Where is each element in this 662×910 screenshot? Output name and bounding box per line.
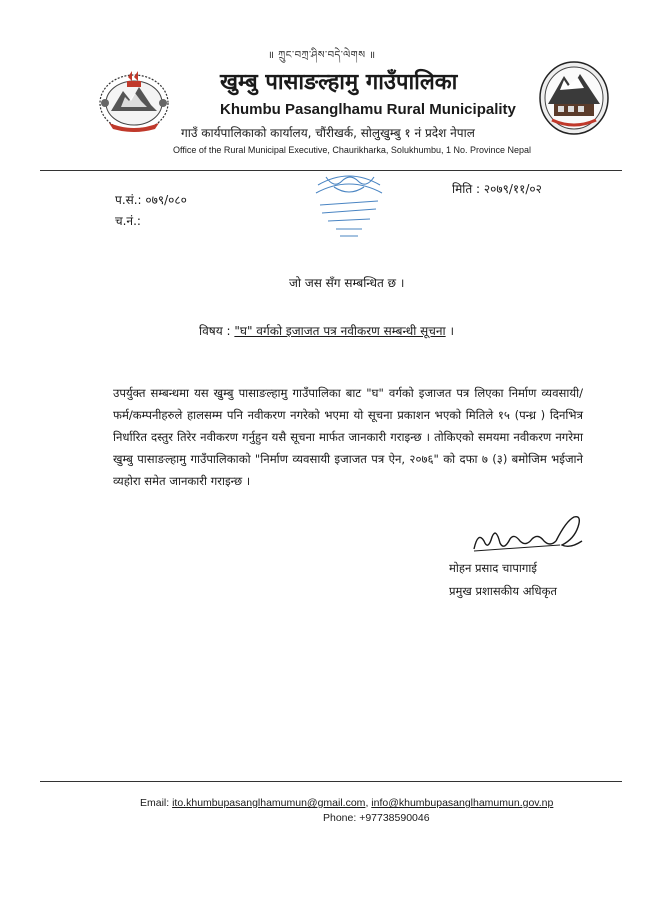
footer-phone: Phone: +97738590046 xyxy=(323,812,430,824)
letterhead-motto: ॥ ཀྲུང་བཀྲ་ཤིས་བདེ་ལེགས ॥ xyxy=(268,50,376,61)
subject-line xyxy=(199,322,454,339)
municipality-name-english: Khumbu Pasanglhamu Rural Municipality xyxy=(220,101,516,118)
reference-number: प.सं.: ०७९/०८० xyxy=(115,193,187,207)
signatory-title: प्रमुख प्रशासकीय अधिकृत xyxy=(449,584,557,598)
letter-date: मिति : २०७९/११/०२ xyxy=(452,182,542,196)
letter-body: उपर्युक्त सम्बन्धमा यस खुम्बु पासाङल्हामु गाउँपालिका बाट "घ" वर्गको इजाजत पत्र लिएका निर्माण व्यवसायी/फर्म/कम्पनीहरुले हालसम्म पनि नवीकरण नगरेको भएमा यो सूचना प्रकाशन भएको मितिले १५ (पन्ध्र ) दिनभित्र निर्धारित दस्तुर तिरेर नवीकरण गर्नुहुन यसै सूचना मार्फत जानकारी गराइन्छ । तोकिएको समयमा नवीकरण नगरेमा खुम्बु पासाङल्हामु गाउँपालिकाको "निर्माण व्यवसायी इजाजत पत्र ऐन, २०७६" को दफा ७ (३) बमोजिम भईजाने व्यहोरा समेत जानकारी गराइन्छ । xyxy=(113,386,583,488)
footer-divider xyxy=(40,781,622,782)
office-address-nepali: गाउँ कार्यपालिकाको कार्यालय, चौंरीखर्क, सोलुखुम्बु १ नं प्रदेश नेपाल xyxy=(181,126,475,140)
handwritten-signature-icon xyxy=(470,511,590,559)
subject-text: "घ" वर्गको इजाजत पत्र नवीकरण सम्बन्धी सूचना xyxy=(234,324,446,338)
email-link-info[interactable]: info@khumbupasanglhamumun.gov.np xyxy=(371,797,554,809)
email-link-ito[interactable]: ito.khumbupasanglhamumun@gmail.com xyxy=(172,797,366,809)
office-address-english: Office of the Rural Municipal Executive, Chaurikharka, Solukhumbu, 1 No. Province Nepal xyxy=(173,145,532,155)
email-separator: , xyxy=(365,797,372,809)
dispatch-number: च.नं.: xyxy=(115,214,141,228)
footer-email-line xyxy=(140,797,553,809)
subject-end: । xyxy=(445,324,455,338)
email-label: Email: xyxy=(140,797,173,809)
subject-label: विषय : xyxy=(199,324,235,338)
signatory-name: मोहन प्रसाद चापागाई xyxy=(449,561,537,575)
salutation: जो जस सँग सम्बन्धित छ । xyxy=(289,276,405,290)
municipality-name-nepali: खुम्बु पासाङल्हामु गाउँपालिका xyxy=(220,69,458,95)
nepal-coat-of-arms-icon xyxy=(95,67,173,135)
office-stamp-icon xyxy=(304,163,394,243)
municipality-logo-icon xyxy=(538,60,610,136)
